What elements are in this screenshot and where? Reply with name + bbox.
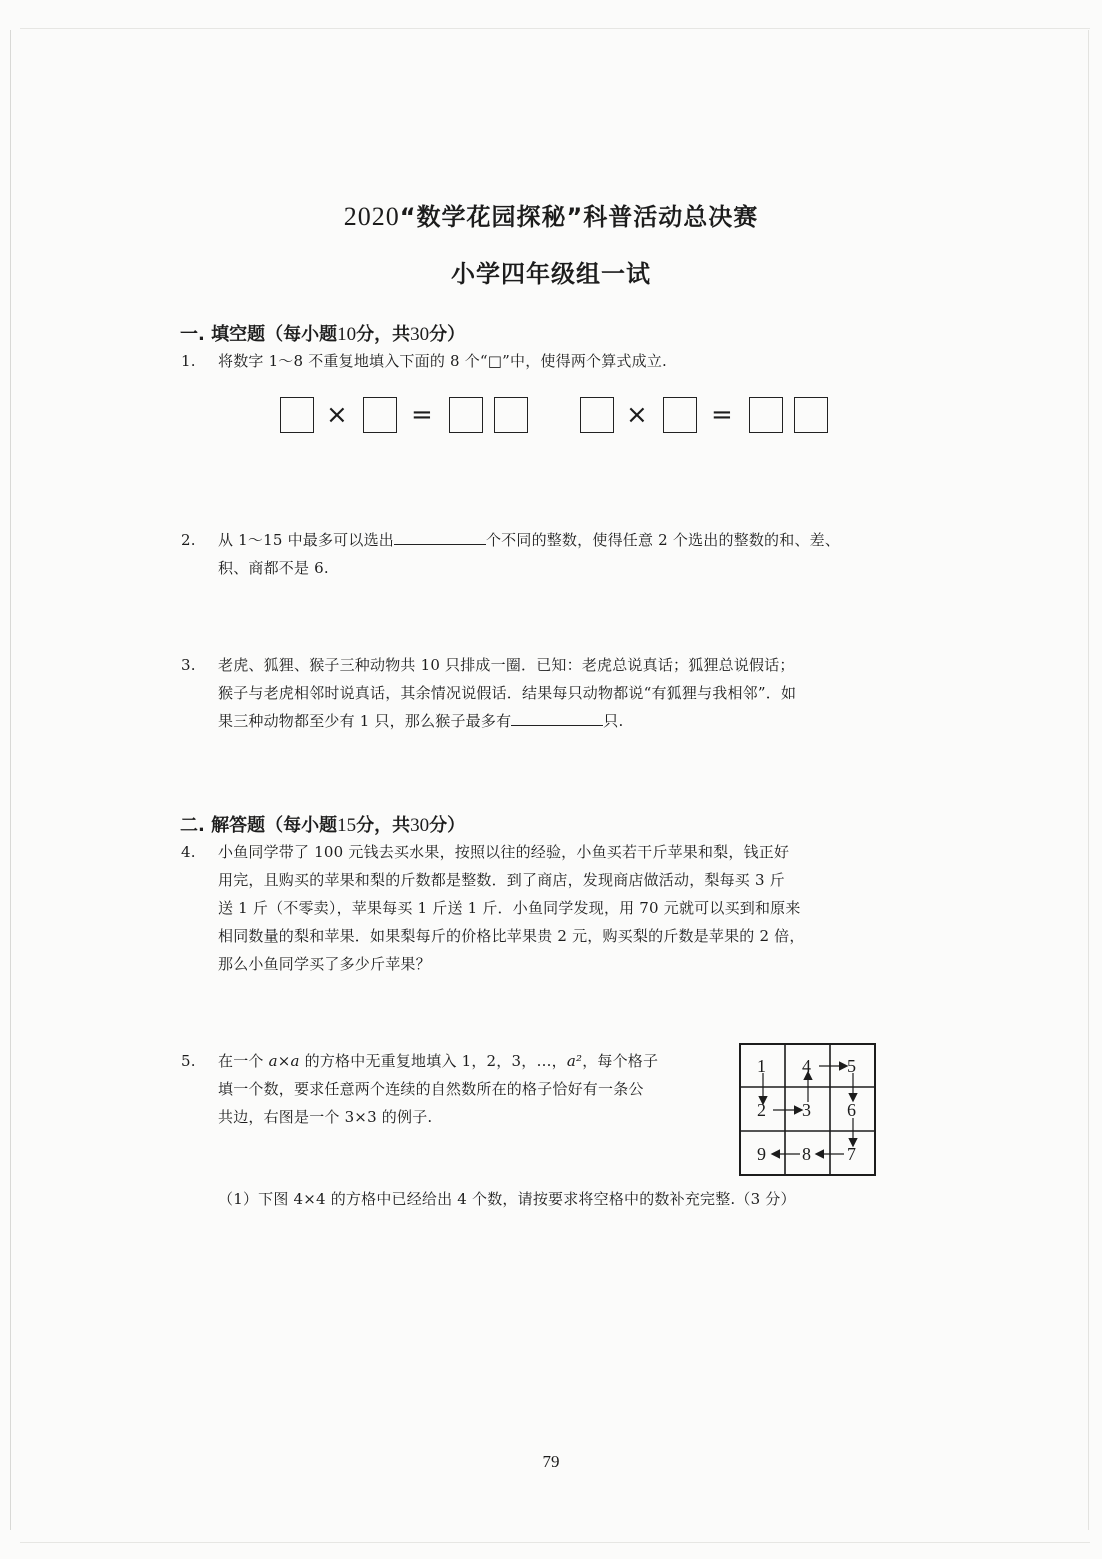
q3-number: 3. [181, 656, 196, 674]
q4-line2: 用完，且购买的苹果和梨的斤数都是整数．到了商店，发现商店做活动，梨每买 3 斤 [218, 871, 785, 889]
q3-text [218, 651, 918, 735]
section-1-end: 分） [429, 324, 466, 345]
q2-number: 2. [181, 531, 196, 549]
q5-subquestion-1: （1）下图 4×4 的方格中已经给出 4 个数，请按要求将空格中的数补充完整.（3 分） [218, 1190, 796, 1208]
q5-line1b: 的方格中无重复地填入 1，2，3，…， [304, 1052, 567, 1070]
q1-text: 将数字 1～8 不重复地填入下面的 8 个“□”中，使得两个算式成立. [218, 352, 667, 370]
q4-line4: 相同数量的梨和苹果．如果梨每斤的价格比苹果贵 2 元，购买梨的斤数是苹果的 2 倍， [218, 927, 805, 945]
grid-cell: 3 [802, 1100, 811, 1120]
answer-box[interactable] [663, 397, 697, 433]
q5-var-a: a [268, 1052, 278, 1070]
scan-edge-top [20, 28, 1090, 29]
example-grid-3x3 [738, 1042, 878, 1178]
q5-line1c: ，每个格子 [582, 1052, 659, 1070]
q5-number: 5. [181, 1052, 196, 1070]
answer-box[interactable] [280, 397, 314, 433]
answer-box[interactable] [749, 397, 783, 433]
grid-cell: 2 [757, 1100, 766, 1120]
grid-cell: 4 [802, 1056, 811, 1076]
q5-a-squared: a² [566, 1052, 583, 1070]
title-text: “数学花园探秘”科普活动总决赛 [399, 203, 759, 231]
q2-line1b: 个不同的整数，使得任意 2 个选出的整数的和、差、 [485, 531, 841, 549]
q3-line1: 老虎、狐狸、猴子三种动物共 10 只排成一圈．已知：老虎总说真话；狐狸总说假话； [218, 656, 795, 674]
section-2-points-total: 30 [410, 815, 430, 836]
section-1-points-each: 10 [337, 324, 357, 345]
q3-line3b: 只. [603, 712, 624, 730]
q5-var-a: a [290, 1052, 300, 1070]
times-sign: × [626, 400, 648, 430]
section-1-heading [180, 320, 465, 346]
scan-edge-bottom [20, 1542, 1090, 1543]
q5-line1a: 在一个 [218, 1052, 264, 1070]
equals-sign: = [411, 400, 433, 430]
q4-line5: 那么小鱼同学买了多少斤苹果？ [218, 955, 431, 973]
page-title [0, 197, 1102, 232]
q2-line1a: 从 1～15 中最多可以选出 [218, 531, 394, 549]
q2-line2: 积、商都不是 6. [218, 559, 329, 577]
section-2-points-each: 15 [337, 815, 357, 836]
section-2-heading [180, 811, 465, 837]
q4-line1: 小鱼同学带了 100 元钱去买水果，按照以往的经验，小鱼买若干斤苹果和梨，钱正好 [218, 843, 790, 861]
answer-box[interactable] [449, 397, 483, 433]
section-2-mid: 分，共 [356, 815, 411, 836]
grid-cell: 9 [757, 1144, 766, 1164]
section-2-name: 解答题（每小题 [211, 815, 338, 836]
q3-line3a: 果三种动物都至少有 1 只，那么猴子最多有 [218, 712, 512, 730]
q5-line3: 共边，右图是一个 3×3 的例子. [218, 1108, 433, 1126]
q4-number: 4. [181, 843, 196, 861]
q3-answer-blank[interactable] [511, 711, 603, 726]
grid-cell: 7 [847, 1144, 856, 1164]
q2-text [218, 526, 898, 582]
section-1-prefix: 一. [180, 324, 205, 345]
section-2-end: 分） [429, 815, 466, 836]
q4-text [218, 838, 918, 978]
section-1-points-total: 30 [410, 324, 430, 345]
q3-line2: 猴子与老虎相邻时说真话，其余情况说假话．结果每只动物都说“有狐狸与我相邻”．如 [218, 684, 797, 702]
grid-cell: 6 [847, 1100, 856, 1120]
page-subtitle: 小学四年级组一试 [451, 260, 651, 288]
q5-times: × [277, 1052, 291, 1070]
answer-box[interactable] [494, 397, 528, 433]
grid-cell: 1 [757, 1056, 766, 1076]
q2-answer-blank[interactable] [394, 530, 486, 545]
times-sign: × [326, 400, 348, 430]
section-2-prefix: 二. [180, 815, 205, 836]
section-1-name: 填空题（每小题 [211, 324, 338, 345]
grid-cell: 5 [847, 1056, 856, 1076]
title-year: 2020 [343, 202, 400, 231]
q4-line3: 送 1 斤（不零卖），苹果每买 1 斤送 1 斤．小鱼同学发现，用 70 元就可以买到和原来 [218, 899, 801, 917]
q5-line2: 填一个数，要求任意两个连续的自然数所在的格子恰好有一条公 [218, 1080, 644, 1098]
q5-text [218, 1047, 728, 1131]
answer-box[interactable] [363, 397, 397, 433]
grid-cell: 8 [802, 1144, 811, 1164]
section-1-mid: 分，共 [356, 324, 411, 345]
page-number: 79 [542, 1452, 560, 1471]
q1-number: 1. [181, 352, 196, 370]
answer-box[interactable] [794, 397, 828, 433]
equals-sign: = [711, 400, 733, 430]
answer-box[interactable] [580, 397, 614, 433]
